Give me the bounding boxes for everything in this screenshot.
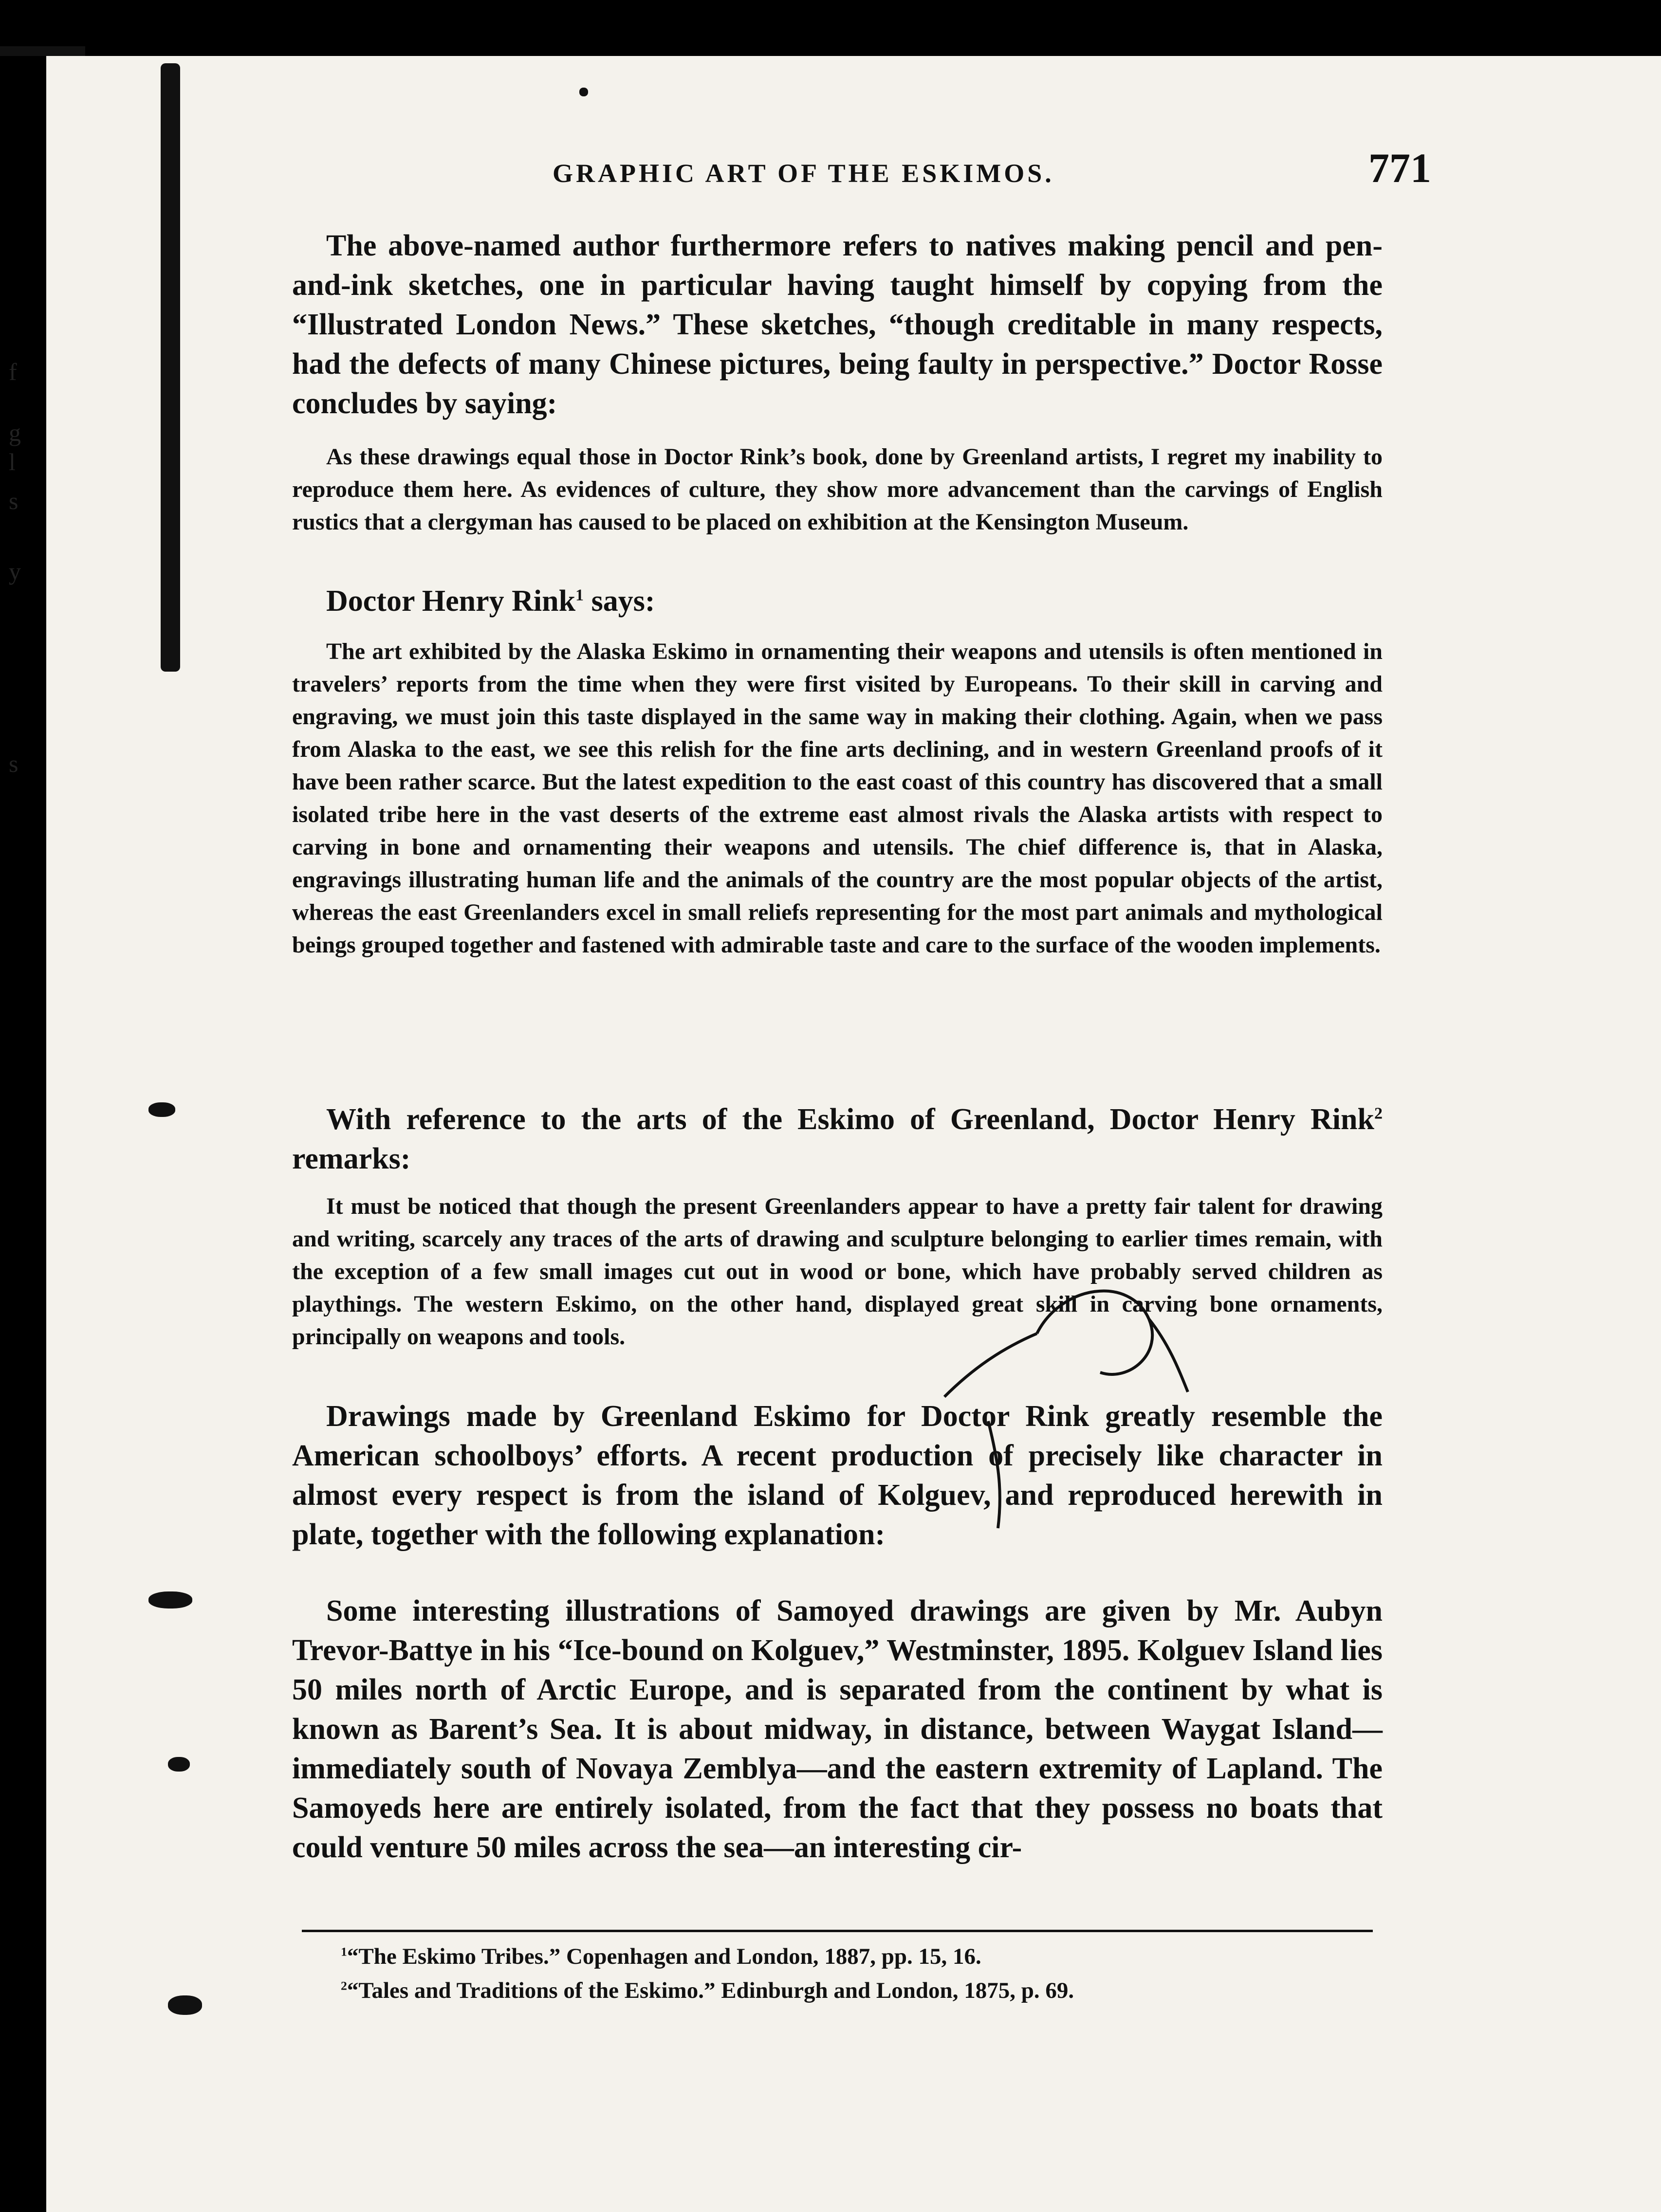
running-head: GRAPHIC ART OF THE ESKIMOS. — [553, 159, 1054, 188]
block-quote: It must be noticed that though the present Greenlanders appear to have a pretty fair talent for drawing and writing, scarcely any traces of the arts of drawing and sculpture belonging to earlier times remain, with the exception of a few small images cut out in wood or bone, which have probably served children as playthings. The western Eskimo, on the other hand, displayed great skill in carving bone ornaments, principally on weapons and tools. — [292, 1193, 1383, 1350]
block-quote: The art exhibited by the Alaska Eskimo in ornamenting their weapons and utensils is often mentioned in travelers’ reports from the time when they were first visited by Europeans. To their skill in carving and engraving, we must join this taste displayed in the same way in making their clothing. Again, when we pass from Alaska to the east, we see this relish for the fine arts declining, and in western Greenland proofs of it have been rather scarce. But the latest expedition to the east coast of this country has discovered that a small isolated tribe here in the vast deserts of the extreme east almost rivals the Alaska artists with respect to carving in bone and ornamenting their weapons and utensils. The chief difference is, that in Alaska, engravings illustrating human life and the animals of the country are the most popular objects of the artist, whereas the east Greenlanders excel in small reliefs representing for the most part animals and mythological beings grouped together and fastened with admirable taste and care to the surface of the wooden implements. — [292, 639, 1383, 958]
binding-fragment: f — [9, 358, 17, 385]
paragraph-text: remarks: — [292, 1142, 411, 1175]
page-number: 771 — [1368, 145, 1431, 191]
binding-fragment: l — [9, 448, 16, 475]
binding-fragment: s — [9, 750, 18, 777]
binding-fragment: y — [9, 558, 21, 585]
binding-mark — [161, 63, 180, 672]
binding-fragment: s — [9, 487, 18, 514]
footnote-mark: 2 — [341, 1978, 347, 1993]
ink-blot — [148, 1591, 192, 1609]
ink-blot — [148, 1102, 175, 1117]
binding-fragment: g — [9, 419, 21, 446]
footnote-ref: 2 — [1374, 1104, 1383, 1123]
footnote-1 — [341, 1939, 1387, 1974]
ink-blot — [579, 88, 588, 96]
paragraph: The above-named author furthermore refers to natives making pencil and pen-and-ink sketches, one in particular having taught himself by copying from the “Illustrated London News.” These sketches, “though creditable in many respects, had the defects of many Chinese pictures, being faulty in perspective.” Doctor Rosse concludes by saying: — [292, 229, 1383, 420]
block-quote: As these drawings equal those in Doctor Rink’s book, done by Greenland artists, I regret my inability to reproduce them here. As evidences of culture, they show more advancement than the carvings of English rustics that a clergyman has caused to be placed on exhibition at the Kensington Museum. — [292, 444, 1383, 535]
paragraph: Drawings made by Greenland Eskimo for Doctor Rink greatly resemble the American schoolboys’ efforts. A recent production of precisely like character in almost every respect is from the island of Kolguev, and reproduced herewith in plate, together with the following explanation: — [292, 1400, 1383, 1551]
footnote-text: “The Eskimo Tribes.” Copenhagen and London, 1887, pp. 15, 16. — [347, 1944, 981, 1969]
ink-blot — [0, 46, 85, 56]
footnote-text: “Tales and Traditions of the Eskimo.” Edinburgh and London, 1875, p. 69. — [347, 1978, 1074, 2003]
paragraph-text: says: — [584, 585, 655, 618]
pen-scribble — [876, 1256, 1314, 1548]
paragraph — [292, 582, 1383, 621]
ink-blot — [168, 1995, 202, 2015]
page-header — [292, 110, 1431, 191]
paragraph: Some interesting illustrations of Samoyed drawings are given by Mr. Aubyn Trevor-Battye in his “Ice-bound on Kolguev,” Westminster, 1895. Kolguev Island lies 50 miles north of Arctic Europe, and is separated from the continent by what is known as Barent’s Sea. It is about midway, in distance, between Waygat Island—immediately south of Novaya Zemblya—and the eastern extremity of Lapland. The Samoyeds here are entirely isolated, from the fact that they possess no boats that could venture 50 miles across the sea—an interesting cir- — [292, 1594, 1383, 1864]
footnote-ref: 1 — [575, 586, 584, 604]
footnotes — [341, 1939, 1387, 2008]
footnote-mark: 1 — [341, 1944, 347, 1959]
ink-blot — [168, 1757, 190, 1772]
paragraph-text: Doctor Henry Rink — [326, 585, 576, 618]
paragraph — [292, 1100, 1383, 1179]
paragraph-text: With reference to the arts of the Eskimo of Greenland, Doctor Henry Rink — [326, 1103, 1374, 1136]
footnote-2 — [341, 1974, 1387, 2008]
footnote-rule — [302, 1930, 1373, 1932]
